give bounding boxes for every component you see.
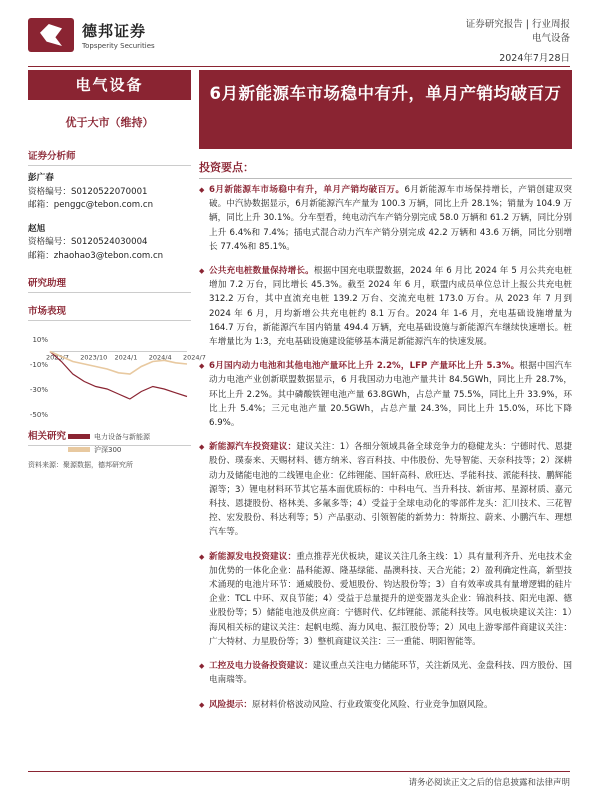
report-meta: 证券研究报告 | 行业周报 电气设备 2024年7月28日 bbox=[465, 19, 570, 64]
key-point-headline: 新能源发电投资建议： bbox=[209, 551, 297, 562]
key-point bbox=[199, 183, 572, 254]
analysts-heading: 证券分析师 bbox=[28, 148, 191, 166]
key-point bbox=[199, 550, 572, 649]
header-divider bbox=[28, 66, 570, 67]
market-chart bbox=[28, 333, 206, 428]
analyst-cert: S0120524030004 bbox=[70, 237, 148, 247]
x-tick-label: 2024/4 bbox=[148, 353, 172, 362]
key-points bbox=[199, 183, 572, 712]
market-line-chart bbox=[28, 333, 206, 428]
brand-name-cn: 德邦证券 bbox=[82, 22, 147, 40]
analyst-card bbox=[28, 172, 191, 213]
report-industry: 电气设备 bbox=[531, 33, 570, 44]
key-point-headline: 6月新能源车市场稳中有升，单月产销均破百万。 bbox=[209, 185, 405, 195]
analyst-name: 彭广春 bbox=[28, 173, 54, 183]
sector-badge: 电气设备 bbox=[28, 70, 191, 100]
analyst-email[interactable]: zhaohao3@tebon.com.cn bbox=[53, 250, 164, 261]
x-tick-label: 2023/7 bbox=[46, 353, 69, 362]
report-type: 证券研究报告 bbox=[465, 19, 523, 30]
x-tick-label: 2024/1 bbox=[114, 353, 138, 362]
legend-label: 沪深300 bbox=[94, 445, 122, 454]
y-tick-label: -30% bbox=[29, 386, 48, 394]
analyst-cert: S0120522070001 bbox=[70, 186, 148, 197]
y-tick-label: 10% bbox=[32, 336, 48, 344]
key-point-body: 原材料价格波动风险、行业政策变化风险、行业竞争加剧风险。 bbox=[251, 699, 493, 710]
analyst-mail-label: 邮箱： bbox=[28, 200, 54, 210]
report-title-box bbox=[199, 70, 572, 149]
analyst-card bbox=[28, 223, 191, 264]
rating-label: 优于大市（维持） bbox=[65, 116, 154, 129]
chart-source: 资料来源：聚源数据，德邦研究所 bbox=[28, 461, 133, 469]
analyst-name: 赵旭 bbox=[28, 223, 46, 234]
report-date: 2024年7月28日 bbox=[499, 53, 570, 64]
key-points-heading: 投资要点： bbox=[199, 159, 572, 179]
key-point bbox=[199, 440, 572, 539]
sidebar bbox=[28, 70, 191, 293]
key-point-body: 根据中国充电联盟数据，2024 年 6 月比 2024 年 5 月公共充电桩增加 7.2 万台，同比增长 45.3%。截至 2024 年 6 月，联盟内成员单位总计上报公共充电桩 312.2 万台，其中直流充电桩 139.2 万台、交流充电桩 173.0 万台。从 2023 年 7 月到 2024 年 6 月，月均新增公共充电桩约 8.1 万台。2024 年 1-6 月，充电基础设施增量为 164.7 万台，新能源汽车国内销量 494.4 万辆，充电基础设施与新能源汽车继续快速增长。桩车增量比为 1:3，充电基础设施建设能够基本满足新能源汽车的快速发展。 bbox=[209, 266, 572, 348]
report-title: 6月新能源车市场稳中有升，单月产销均破百万 bbox=[209, 84, 562, 103]
key-point bbox=[199, 659, 572, 687]
key-point-body: 建议重点关注电力储能环节，关注新凤光、金盘科技、四方股份、国电南瑞等。 bbox=[209, 661, 572, 686]
key-point-headline: 公共充电桩数量保持增长。 bbox=[209, 266, 314, 277]
key-point-headline: 6月国内动力电池和其他电池产量环比上升 2.2%，LFP 产量环比上升 5.3%。 bbox=[209, 361, 520, 372]
key-point-body: 重点推荐光伏板块，建议关注几条主线：1）具有量利齐升、光电技术金加优势的一体化企业：晶科能源、隆基绿能、晶澳科技、天合光能；2）盈利确定性高，新型技术涌现的电池片环节：通威股份、爱旭股份、钧达股份等；3）自有效率或具有量增逻辑的硅片企业：TCL 中环、双良节能；4）受益于总量提升的逆变器龙头企业：锦浪科技、阳光电源、德业股份等；5）储能电池及供应商：宁德时代、亿纬锂能、派能科技等。风电板块建议关注：1）海风相关标的建议关注：起帆电缆、海力风电、振江股份等；2）风电上游零部件商建议关注：广大特材、力星股份等；3）整机商建议关注：三一重能、明阳智能等。 bbox=[209, 551, 572, 647]
brand-name-en: Topsperity Securities bbox=[82, 42, 155, 50]
y-tick-label: -50% bbox=[29, 411, 48, 419]
footer-divider bbox=[28, 771, 570, 772]
key-point-headline: 新能源汽车投资建议： bbox=[209, 442, 297, 453]
key-point-body: 根据中国汽车动力电池产业创新联盟数据显示，6 月我国动力电池产量共计 84.5GWh，同比上升 28.7%，环比上升 2.2%。其中磷酸铁锂电池产量 63.8GWh，占总产量 75.5%，同比上升 33.9%，环比上升 5.4%；三元电池产量 20.5GWh，占总产量 24.3%，同比上升 15.0%，环比下降 6.9%。 bbox=[209, 361, 572, 429]
analysts-section bbox=[28, 148, 191, 293]
analyst-mail-label: 邮箱： bbox=[28, 250, 54, 261]
y-tick-label: -10% bbox=[29, 361, 48, 369]
related-research bbox=[28, 428, 191, 446]
legend-swatch-index bbox=[68, 447, 90, 452]
analyst-email[interactable]: penggc@tebon.com.cn bbox=[53, 200, 154, 210]
brand-logo-icon bbox=[28, 18, 74, 52]
key-point bbox=[199, 264, 572, 349]
main-content bbox=[199, 70, 572, 722]
key-point-body: 建议关注：1）各细分领域具备全球竞争力的稳健龙头：宁德时代、恩捷股份、璞泰来、天赐材料、德方纳米、容百科技、中伟股份、先导智能、天奈科技等；2）深耕动力及储能电池的二线锂电企业：亿纬锂能、国轩高科、欣旺达、孚能科技、派能科技、鹏辉能源等；3）锂电材料环节其它基本面优质标的：中科电气、当升科技、新宙邦、星源材质、嘉元科技、恩捷股份、格林美、多氟多等；4）受益于全球电动化的零部件龙头：汇川技术、三花智控、宏发股份、科达利等；5）产品驱动、引领智能的新势力：特斯拉、蔚来、小鹏汽车、理想汽车等。 bbox=[209, 442, 572, 538]
key-point bbox=[199, 359, 572, 430]
key-point-headline: 工控及电力设备投资建议： bbox=[209, 661, 313, 672]
brand-logo bbox=[28, 18, 155, 52]
analyst-cert-label: 资格编号： bbox=[28, 186, 71, 197]
market-heading: 市场表现 bbox=[28, 303, 191, 321]
analyst-cert-label: 资格编号： bbox=[28, 237, 71, 247]
footer-disclaimer: 请务必阅读正文之后的信息披露和法律声明 bbox=[408, 778, 570, 788]
key-point bbox=[199, 698, 572, 712]
x-tick-label: 2023/10 bbox=[80, 353, 108, 362]
report-subtype: 行业周报 bbox=[531, 19, 570, 30]
key-point-body: 6月新能源车市场保持增长，产销创建双突破。中汽协数据显示，6月新能源汽车产量为 100.3 万辆，同比上升 28.1%；销量为 104.9 万辆，同比上升 30.1%。分车型看，纯电动汽车产销分别完成 58.0 万辆和 61.2 万辆，同比分别上升 6.4%和 7.4%；插电式混合动力汽车产销分别完成 42.2 万辆和 43.6 万辆，同比分别增长 77.4%和 85.1%。 bbox=[209, 185, 573, 252]
key-point-headline: 风险提示： bbox=[209, 699, 252, 710]
x-tick-label: 2024/7 bbox=[183, 353, 206, 362]
research-assistant-heading: 研究助理 bbox=[28, 275, 191, 293]
related-heading: 相关研究 bbox=[28, 428, 191, 446]
legend-label: 电力设备与新能源 bbox=[94, 432, 150, 441]
